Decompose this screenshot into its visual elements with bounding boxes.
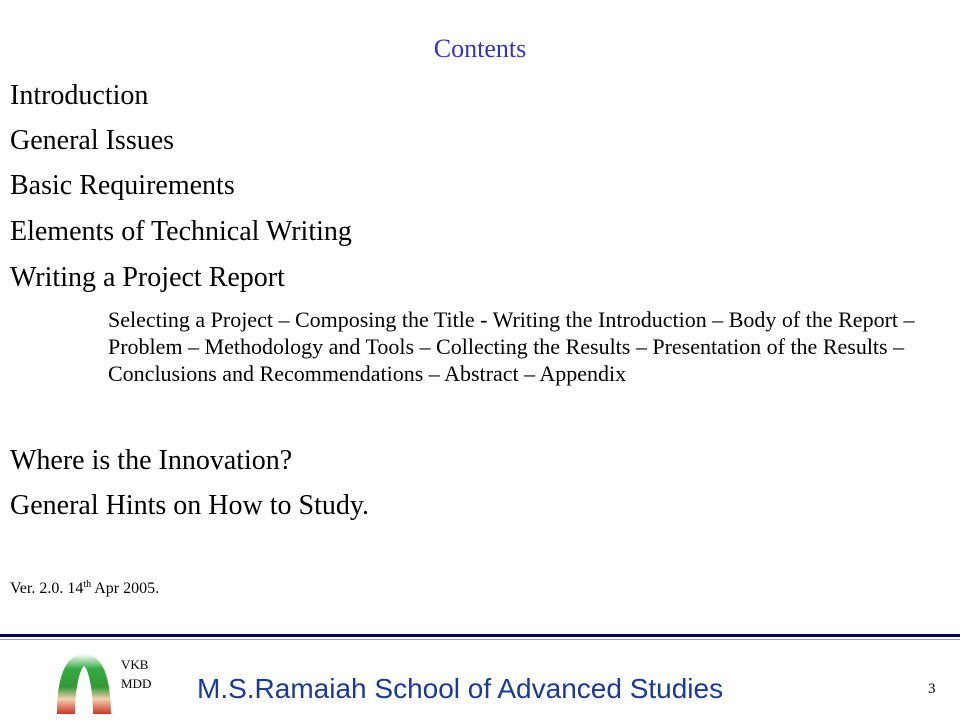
page-number: 3 [928, 681, 936, 697]
contents-item-general-issues: General Issues [10, 125, 175, 156]
school-logo-icon [55, 652, 113, 718]
contents-item-innovation: Where is the Innovation? [10, 445, 293, 476]
footer-divider-shadow [0, 639, 960, 640]
project-report-subtopics: Selecting a Project – Composing the Title - Writing the Introduction – Body of the Report – Problem – Methodology and Tools – Collecting the Results – Presentation of the Results – Conclusions and Recommendations – Abstract – Appendix [108, 307, 915, 386]
version-suffix: Apr 2005. [91, 580, 160, 597]
contents-item-study-hints: General Hints on How to Study. [10, 490, 370, 521]
version-note [10, 579, 159, 598]
slide-title: Contents [433, 34, 527, 63]
footer-divider [0, 634, 960, 637]
version-prefix: Ver. 2.0. 14 [10, 580, 84, 597]
department-initials: MDD [121, 676, 152, 691]
version-ordinal: th [83, 579, 92, 590]
author-initials: VKB [121, 657, 149, 672]
contents-item-introduction: Introduction [10, 80, 149, 111]
contents-item-basic-requirements: Basic Requirements [10, 170, 235, 201]
school-name: M.S.Ramaiah School of Advanced Studies [197, 673, 724, 704]
contents-item-elements-of-technical-writing: Elements of Technical Writing [10, 216, 352, 247]
contents-item-writing-project-report: Writing a Project Report [10, 262, 285, 293]
